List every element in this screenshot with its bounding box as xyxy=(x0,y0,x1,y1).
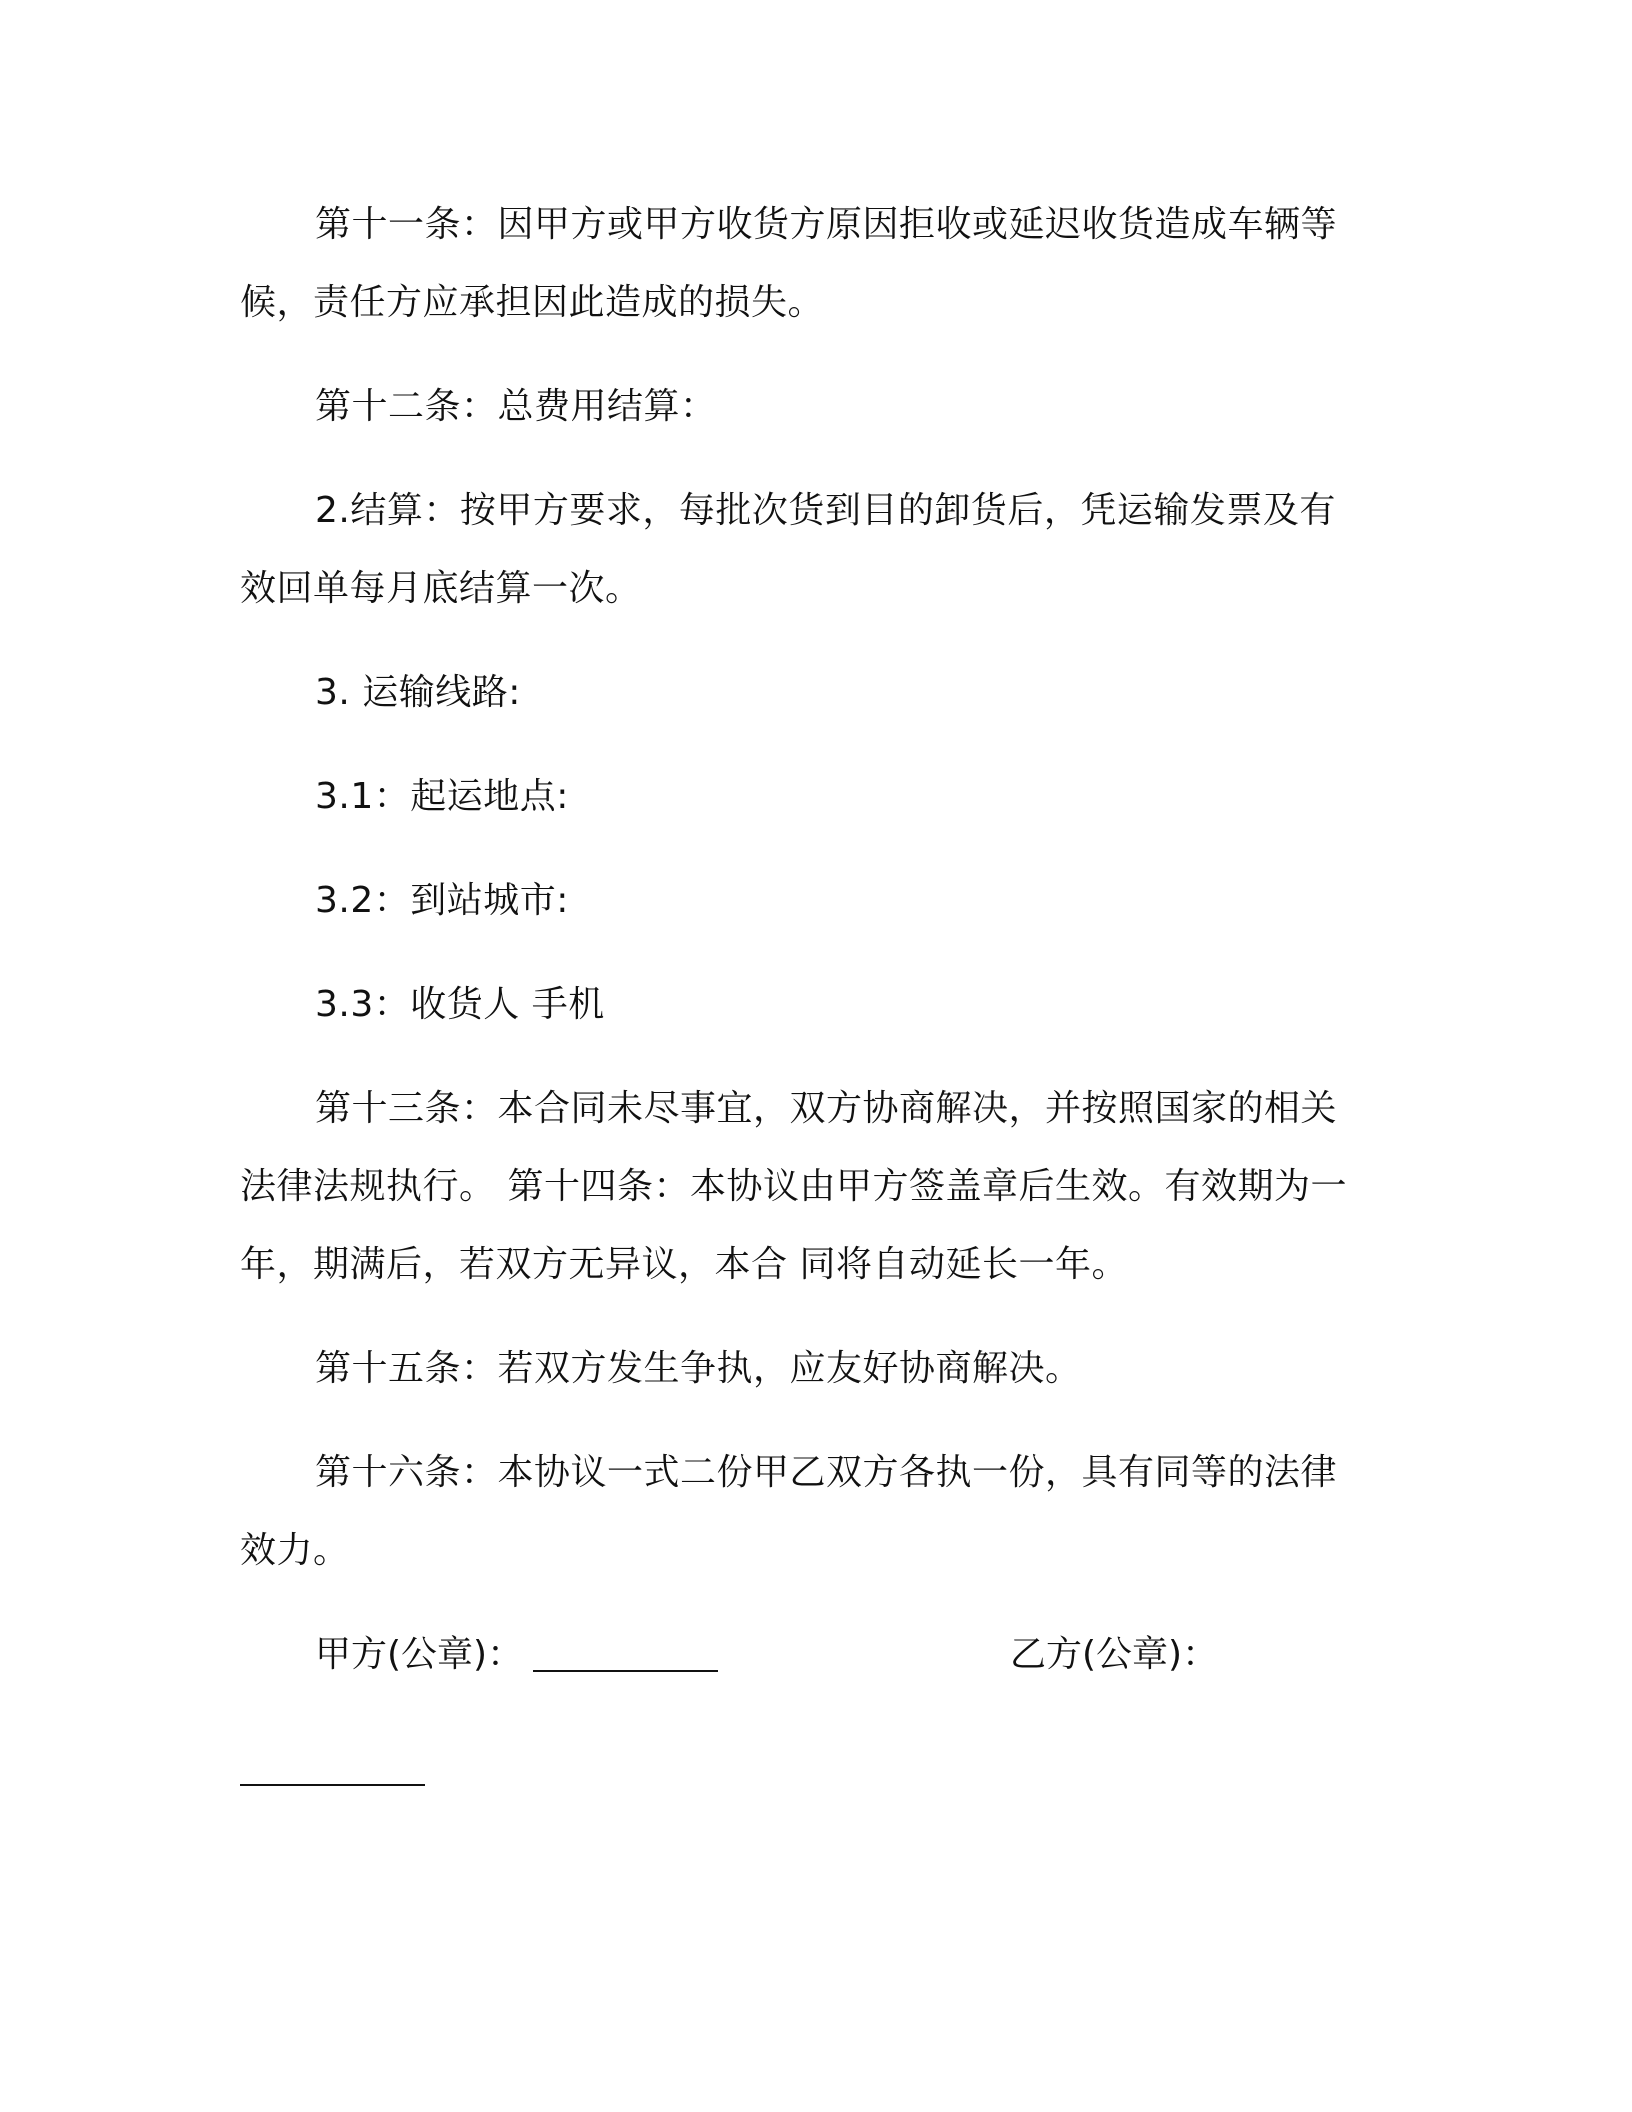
settlement-item: 2.结算：按甲方要求，每批次货到目的卸货后，凭运输发票及有效回单每月底结算一次。 xyxy=(240,490,1336,609)
clause-12: 第十二条：总费用结算： xyxy=(315,386,717,427)
route-consignee: 3.3：收货人 手机 xyxy=(315,984,605,1025)
clause-15: 第十五条：若双方发生争执，应友好协商解决。 xyxy=(315,1348,1082,1389)
route-heading: 3. 运输线路: xyxy=(315,672,521,713)
route-destination: 3.2：到站城市: xyxy=(315,880,569,921)
party-b-signature-line xyxy=(240,1784,425,1786)
route-origin: 3.1：起运地点: xyxy=(315,776,569,817)
document-body xyxy=(240,186,1370,1694)
signature-row xyxy=(240,1616,1370,1694)
party-a-signature-line xyxy=(533,1670,718,1672)
party-a-signature xyxy=(315,1616,718,1694)
party-a-label: 甲方(公章)： xyxy=(315,1634,524,1675)
clause-11: 第十一条：因甲方或甲方收货方原因拒收或延迟收货造成车辆等候，责任方应承担因此造成的损失。 xyxy=(240,204,1338,323)
party-b-label: 乙方(公章)： xyxy=(1010,1634,1219,1675)
clause-13-14: 第十三条：本合同未尽事宜，双方协商解决，并按照国家的相关法律法规执行。 第十四条：本协议由甲方签盖章后生效。有效期为一年，期满后，若双方无异议，本合 同将自动延长一年。 xyxy=(240,1088,1347,1285)
clause-16: 第十六条：本协议一式二份甲乙双方各执一份，具有同等的法律效力。 xyxy=(240,1452,1338,1571)
